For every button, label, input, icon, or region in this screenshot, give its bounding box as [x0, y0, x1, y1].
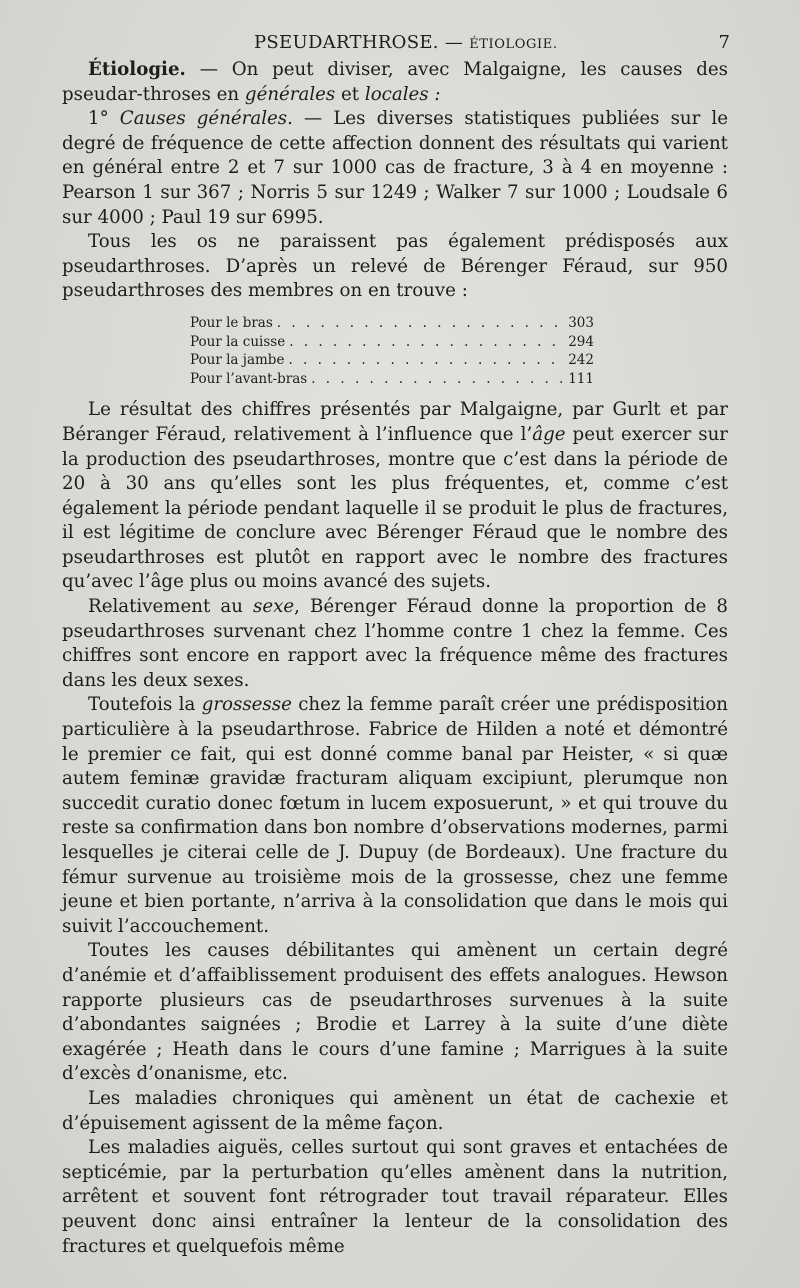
emphasis-generales: générales: [244, 83, 336, 105]
emphasis-locales: locales :: [364, 83, 441, 105]
leader-dots: [289, 333, 562, 352]
text-run: — Les diverses statistiques publiées sur le degré de fréquence de cette affection donnent des résultats qui varient en général entre 2 et 7 sur 1000 cas de fracture, 3 à 4 en moyenne : Pearson 1 sur 367 ; Norris 5 sur 1249 ; Walker 7 sur 1000 ; Loudsale 6 sur 4000 ; Paul 19 sur 6995.: [62, 108, 728, 228]
paragraph-age: [62, 398, 728, 595]
paragraph-sexe: [62, 595, 728, 693]
page-number: 7: [718, 32, 730, 53]
running-title: [254, 32, 558, 53]
paragraph-maladies-chroniques: Les maladies chroniques qui amènent un état de cachexie et d’épuisement agissent de la même façon.: [62, 1087, 728, 1134]
text-run: peut exercer sur la production des pseudarthroses, montre que c’est dans la période de 20 à 30 ans qu’elles sont les plus fréquentes, et, comme c’est également la période pendant laquelle il se produit le plus de fractures, il est légitime de conclure avec Bérenger Féraud que le nombre des pseudarthroses est plutôt en rapport avec le nombre des fractures qu’avec l’âge plus ou moins avancé des sujets.: [62, 423, 728, 593]
emphasis-causes-generales: Causes générales.: [119, 108, 293, 130]
emphasis-grossesse: grossesse: [201, 694, 292, 716]
paragraph-etiologie: [62, 58, 728, 107]
stat-label: Pour l’avant-bras: [190, 370, 308, 387]
stat-row: [190, 351, 594, 370]
paragraph-os-predisposes: Tous les os ne paraissent pas également prédisposés aux pseudarthroses. D’après un relevé de Bérenger Féraud, sur 950 pseudarthroses des membres on en trouve :: [62, 231, 728, 302]
emphasis-sexe: sexe: [253, 596, 295, 618]
text-run: chez la femme paraît créer une prédisposition particulière à la pseudarthrose. Fabrice de Hilden a noté et démontré le premier ce fait, qui est donné comme banal par Heister, « si quæ autem feminæ gravidæ fracturam aliquam excipiunt, plerumque non succedit curatio donec fœtum in lucem exposuerunt, » et qui trouve du reste sa confirmation dans bon nombre d’observations modernes, parmi lesquelles je citerai celle de J. Dupuy (de Bordeaux). Une fracture du fémur survenue au troisième mois de la grossesse, chez une femme jeune et bien portante, n’arriva à la consolidation que dans le mois qui suivit l’accouchement.: [62, 694, 728, 937]
stat-value: 242: [568, 352, 594, 369]
paragraph-grossesse: [62, 693, 728, 939]
paragraph-causes-generales: [62, 107, 728, 230]
text-run: et: [335, 83, 365, 105]
emphasis-age: âge: [532, 423, 566, 445]
running-title-section: ÉTIOLOGIE.: [469, 37, 558, 52]
paragraph-causes-debilitantes: Toutes les causes débilitantes qui amènent un certain degré d’anémie et d’affaiblissement produisent des effets analogues. Hewson rapporte plusieurs cas de pseudarthroses survenues à la suite d’abondantes saignées ; Brodie et Larrey à la suite d’une diète exagérée ; Heath dans le cours d’une famine ; Marrigues à la suite d’excès d’onanisme, etc.: [62, 940, 728, 1085]
stat-value: 303: [568, 314, 594, 331]
leader-dots: [277, 314, 562, 333]
text-run: 1°: [88, 108, 120, 130]
leader-dots: [288, 351, 562, 370]
stat-label: Pour la cuisse: [190, 333, 286, 350]
section-heading: Étiologie.: [88, 59, 186, 80]
statistics-table: [190, 314, 594, 388]
text-run: Le résultat des chiffres présentés par Malgaigne, par Gurlt et par Béranger Féraud, relativement à l’influence que l’: [62, 399, 728, 445]
stat-value: 111: [568, 370, 594, 387]
text-run: — On peut diviser, avec Malgaigne, les causes des pseudar-throses en: [62, 59, 728, 105]
running-title-main: PSEUDARTHROSE. —: [254, 32, 464, 53]
text-run: Relativement au: [88, 596, 254, 618]
stat-value: 294: [568, 333, 594, 350]
running-header: [62, 30, 728, 58]
paragraph-maladies-aigues: Les maladies aiguës, celles surtout qui sont graves et entachées de septicémie, par la perturbation qu’elles amènent dans la nutrition, arrêtent et souvent font rétrograder tout travail réparateur. Elles peuvent donc ainsi entraîner la lenteur de la consolidation des fractures et quelquefois même: [62, 1137, 728, 1257]
text-run: , Bérenger Féraud donne la proportion de 8 pseudarthroses survenant chez l’homme contre 1 chez la femme. Ces chiffres sont encore en rapport avec la fréquence même des fractures dans les deux sexes.: [62, 596, 728, 691]
stat-row: [190, 333, 594, 352]
leader-dots: [311, 370, 562, 389]
stat-row: [190, 370, 594, 389]
stat-label: Pour le bras: [190, 314, 273, 331]
text-run: Toutefois la: [88, 694, 202, 716]
stat-label: Pour la jambe: [190, 352, 285, 369]
stat-row: [190, 314, 594, 333]
